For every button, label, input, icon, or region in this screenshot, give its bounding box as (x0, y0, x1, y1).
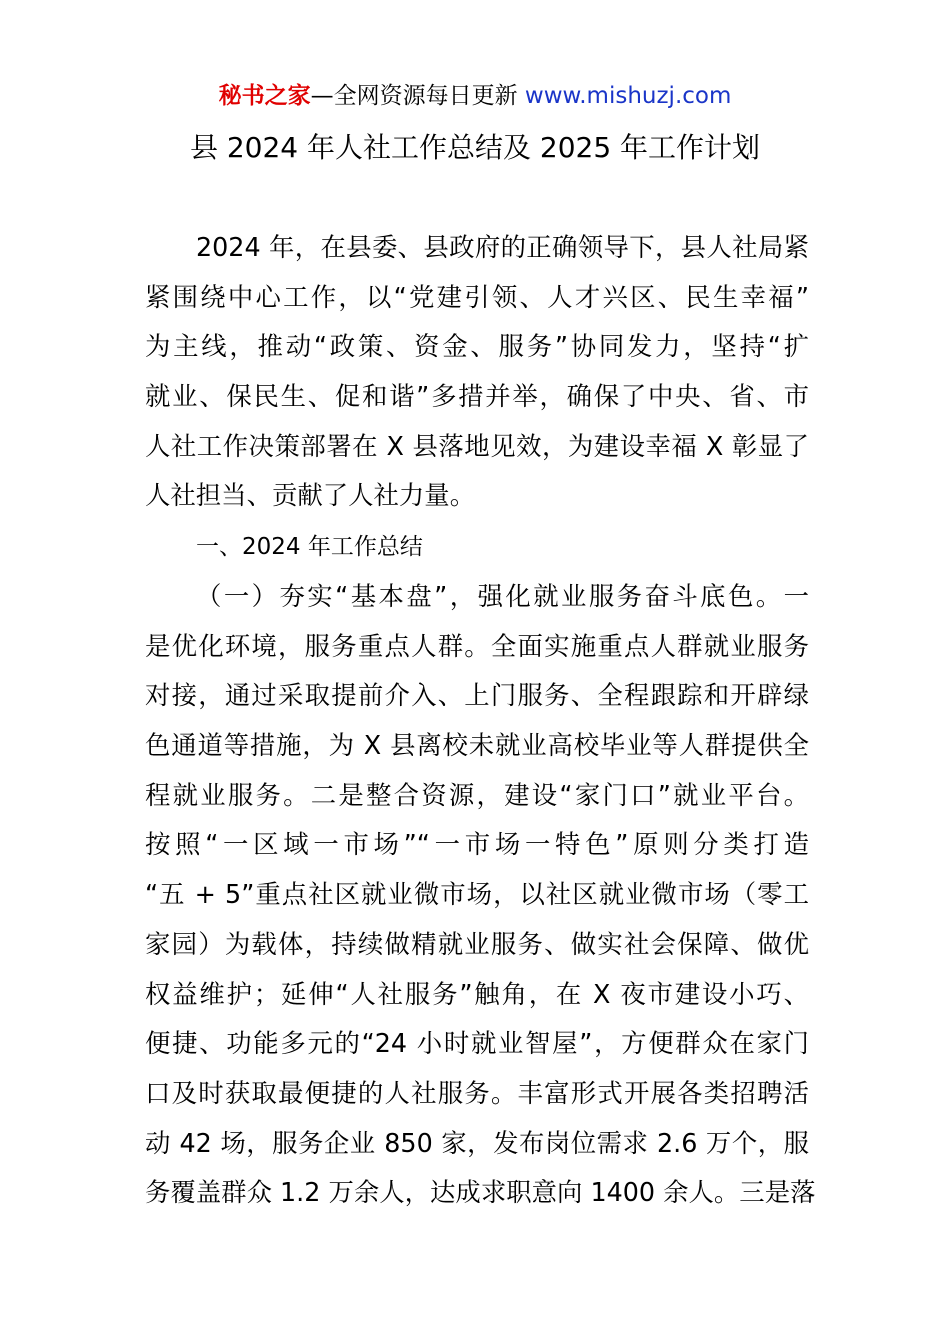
paragraph-line: 人社工作决策部署在 X 县落地见效，为建设幸福 X 彰显了 (145, 430, 809, 461)
paragraph-line: 色通道等措施，为 X 县离校未就业高校毕业等人群提供全 (145, 730, 809, 761)
paragraph-line: 是优化环境，服务重点人群。全面实施重点人群就业服务 (145, 630, 809, 661)
paragraph-line: （一）夯实“基本盘”，强化就业服务奋斗底色。一 (196, 581, 809, 611)
paragraph-line: 为主线，推动“政策、资金、服务”协同发力，坚持“扩 (145, 331, 809, 362)
document-title: 县 2024 年人社工作总结及 2025 年工作计划 (189, 131, 761, 164)
paragraph-line: 便捷、功能多元的“24 小时就业智屋”，方便群众在家门 (145, 1028, 809, 1059)
paragraph-line: 对接，通过采取提前介入、上门服务、全程跟踪和开辟绿 (145, 680, 809, 711)
source-banner (0, 80, 950, 112)
paragraph-line: 人社担当、贡献了人社力量。 (145, 480, 476, 511)
site-url[interactable]: www.mishuzj.com (524, 83, 732, 109)
intro-paragraph (145, 223, 809, 521)
paragraph-line: 权益维护；延伸“人社服务”触角，在 X 夜市建设小巧、 (145, 978, 809, 1009)
site-name: 秘书之家 (218, 83, 311, 109)
paragraph-line: 动 42 场，服务企业 850 家，发布岗位需求 2.6 万个，服 (145, 1127, 809, 1158)
paragraph-line: 口及时获取最便捷的人社服务。丰富形式开展各类招聘活 (145, 1077, 809, 1108)
site-tagline: —全网资源每日更新 (310, 83, 518, 109)
paragraph-line: “五 + 5”重点社区就业微市场，以社区就业微市场（零工 (145, 879, 809, 910)
section-paragraph (145, 572, 816, 1218)
paragraph-line: 务覆盖群众 1.2 万余人，达成求职意向 1400 余人。三是落 (145, 1177, 816, 1208)
paragraph-line: 家园）为载体，持续做精就业服务、做实社会保障、做优 (145, 928, 809, 959)
paragraph-line: 紧围绕中心工作，以“党建引领、人才兴区、民生幸福” (145, 281, 809, 312)
paragraph-line: 2024 年，在县委、县政府的正确领导下，县人社局紧 (196, 232, 809, 262)
paragraph-line: 就业、保民生、促和谐”多措并举，确保了中央、省、市 (145, 381, 809, 412)
paragraph-line: 程就业服务。二是整合资源，建设“家门口”就业平台。 (145, 779, 809, 810)
paragraph-line: 按照“一区域一市场”“一市场一特色”原则分类打造 (145, 829, 809, 860)
section-heading: 一、2024 年工作总结 (196, 534, 423, 560)
